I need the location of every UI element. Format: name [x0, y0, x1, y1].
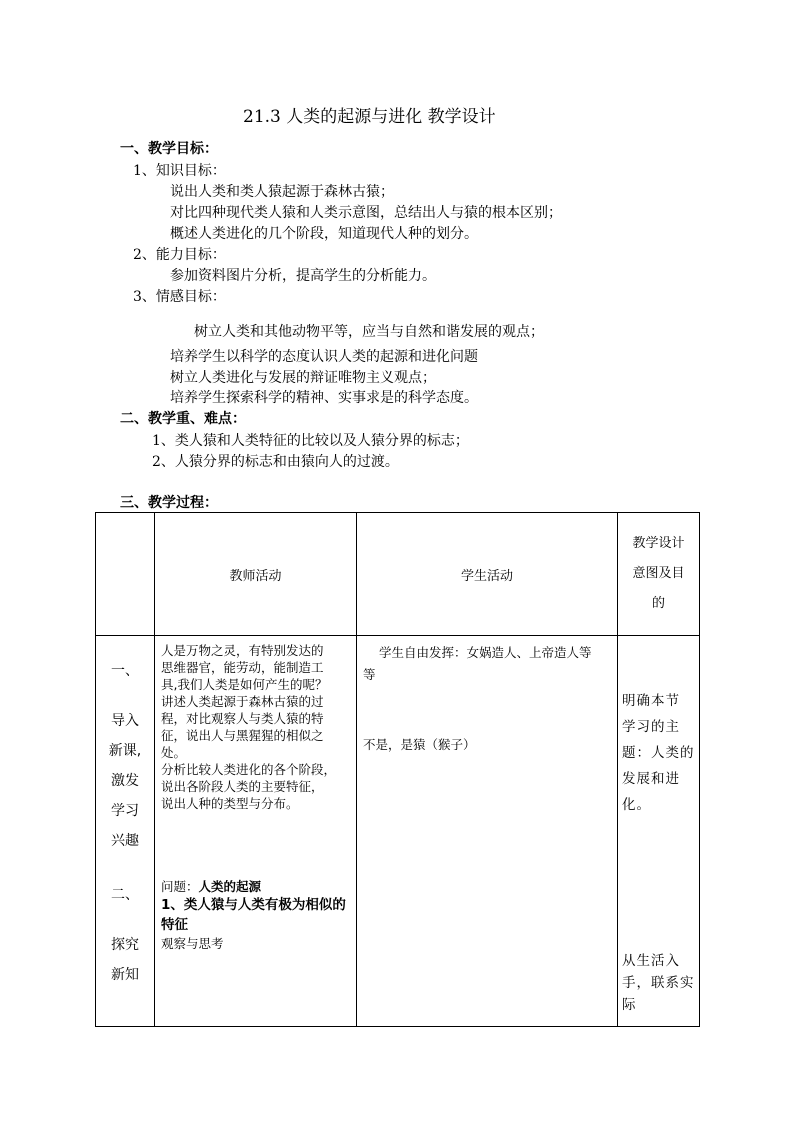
student-answer: 不是，是猿（猴子）	[363, 737, 476, 752]
key-points-heading: 二、教学重、难点：	[120, 411, 246, 427]
stage-label: 导入	[111, 713, 139, 729]
design-intent-cell	[618, 636, 700, 1027]
process-heading: 三、教学过程：	[120, 495, 218, 511]
emotion-goal-item: 培养学生以科学的态度认识人类的起源和进化问题	[170, 349, 478, 365]
page-title: 21.3 人类的起源与进化 教学设计	[243, 107, 496, 127]
stage-label: 一、	[111, 663, 139, 679]
student-text-line: 学生自由发挥：女娲造人、上帝造人等	[379, 645, 592, 660]
process-table	[95, 512, 700, 1027]
design-intent-text: 从生活入 手，联系实 际	[622, 953, 695, 1013]
teacher-text-line: 处。	[161, 745, 187, 760]
teacher-activity-cell	[155, 636, 357, 1027]
knowledge-goal-item: 说出人类和类人猿起源于森林古猿；	[170, 184, 394, 200]
student-text-line: 等	[363, 667, 376, 682]
knowledge-goal-item: 对比四种现代类人猿和人类示意图，总结出人与猿的根本区别；	[170, 205, 562, 221]
teacher-text-line: 程，对比观察人与类人猿的特	[161, 711, 324, 726]
teacher-text-line: 讲述人类起源于森林古猿的过	[161, 694, 324, 709]
emotion-goal-item: 树立人类和其他动物平等，应当与自然和谐发展的观点；	[194, 324, 544, 340]
stage-label: 学习	[111, 803, 139, 819]
student-activity-cell	[357, 636, 618, 1027]
knowledge-goal-label: 1、知识目标：	[133, 163, 226, 179]
teacher-text-line: 思维器官，能劳动，能制造工	[161, 660, 324, 675]
table-row	[96, 636, 700, 1027]
stage-label: 探究	[111, 937, 139, 953]
stage-label: 二、	[111, 887, 139, 903]
teacher-observe-text: 观察与思考	[161, 936, 224, 951]
key-point-item: 1、类人猿和人类特征的比较以及人猿分界的标志；	[152, 433, 469, 449]
teacher-text-line: 分析比较人类进化的各个阶段，	[161, 762, 337, 777]
stage-label: 兴趣	[111, 833, 139, 849]
stage-label: 新知	[111, 967, 139, 983]
emotion-goal-item: 树立人类进化与发展的辩证唯物主义观点；	[170, 370, 436, 386]
teacher-text-line: 征，说出人与黑猩猩的相似之	[161, 728, 324, 743]
student-activity-header: 学生活动	[357, 513, 618, 636]
stage-label: 激发	[111, 773, 139, 789]
emotion-goal-label: 3、情感目标：	[133, 289, 226, 305]
stage-label: 新课,	[108, 743, 142, 759]
teacher-subheading: 1、类人猿与人类有极为相似的 特征	[161, 897, 346, 933]
design-intent-header: 教学设计 意图及目 的	[618, 513, 700, 636]
key-point-item: 2、人猿分界的标志和由猿向人的过渡。	[152, 454, 399, 470]
ability-goal-label: 2、能力目标：	[133, 247, 226, 263]
stage-cell	[96, 636, 155, 1027]
design-intent-text: 明确本节 学习的主 题：人类的 发展和进 化。	[622, 693, 695, 813]
teacher-text-line: 具,我们人类是如何产生的呢？	[161, 677, 328, 692]
teacher-text-line: 说出人种的类型与分布。	[161, 796, 299, 811]
teacher-question: 问题：人类的起源	[161, 879, 262, 894]
teacher-text-line: 说出各阶段人类的主要特征，	[161, 779, 324, 794]
emotion-goal-item: 培养学生探索科学的精神、实事求是的科学态度。	[170, 390, 478, 406]
goals-heading: 一、教学目标：	[120, 141, 218, 157]
teacher-activity-header: 教师活动	[155, 513, 357, 636]
stage-header-cell	[96, 513, 155, 636]
ability-goal-item: 参加资料图片分析，提高学生的分析能力。	[170, 268, 436, 284]
table-header-row	[96, 513, 700, 636]
teacher-text-line: 人是万物之灵，有特别发达的	[161, 643, 324, 658]
knowledge-goal-item: 概述人类进化的几个阶段，知道现代人种的划分。	[170, 226, 478, 242]
